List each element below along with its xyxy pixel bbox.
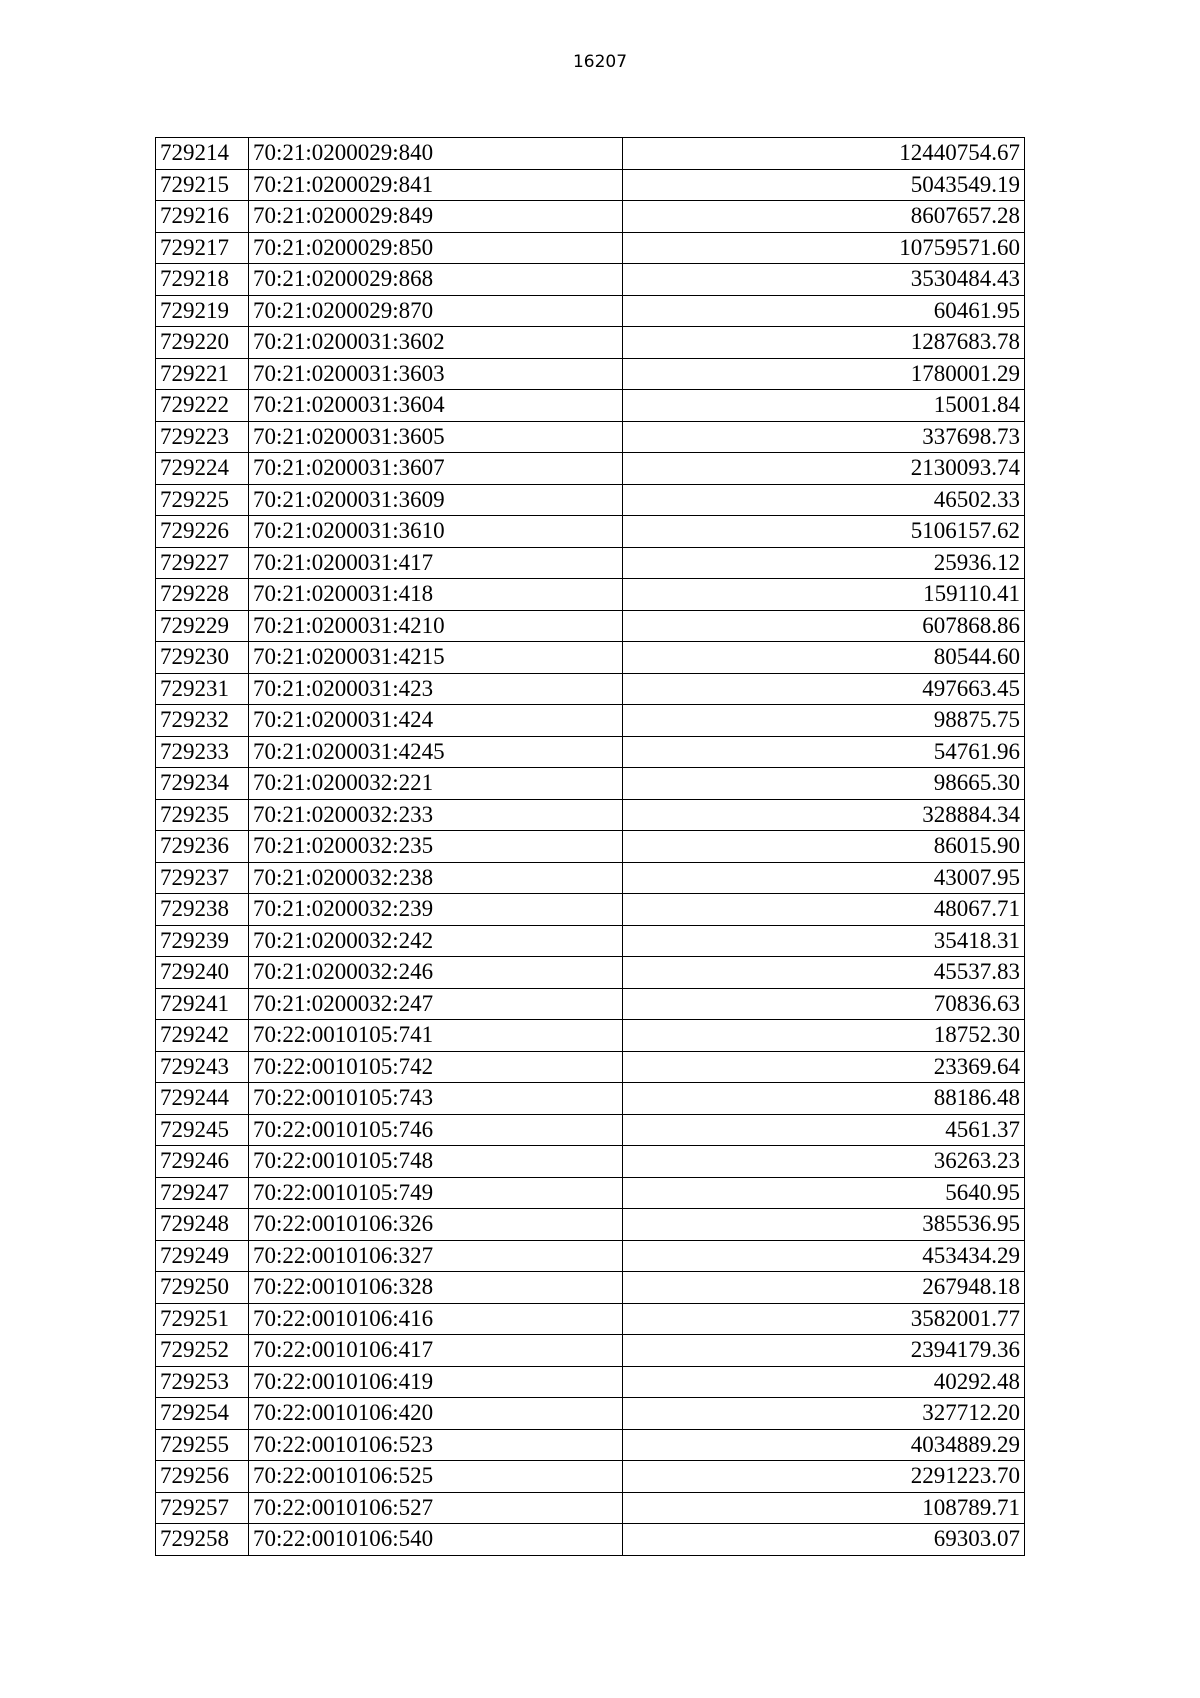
row-number-cell: 729241	[156, 988, 249, 1020]
value-cell: 328884.34	[623, 799, 1025, 831]
value-cell: 35418.31	[623, 925, 1025, 957]
table-row	[156, 201, 1025, 233]
value-cell: 45537.83	[623, 957, 1025, 989]
table-row	[156, 705, 1025, 737]
cadastral-number-cell: 70:21:0200031:4215	[249, 642, 623, 674]
cadastral-number-cell: 70:21:0200029:841	[249, 169, 623, 201]
value-cell: 40292.48	[623, 1366, 1025, 1398]
row-number-cell: 729243	[156, 1051, 249, 1083]
table-row	[156, 453, 1025, 485]
value-cell: 108789.71	[623, 1492, 1025, 1524]
value-cell: 2291223.70	[623, 1461, 1025, 1493]
value-cell: 69303.07	[623, 1524, 1025, 1556]
row-number-cell: 729231	[156, 673, 249, 705]
value-cell: 267948.18	[623, 1272, 1025, 1304]
value-cell: 88186.48	[623, 1083, 1025, 1115]
table-row	[156, 1429, 1025, 1461]
cadastral-number-cell: 70:21:0200031:4245	[249, 736, 623, 768]
value-cell: 2394179.36	[623, 1335, 1025, 1367]
row-number-cell: 729235	[156, 799, 249, 831]
cadastral-number-cell: 70:22:0010105:741	[249, 1020, 623, 1052]
value-cell: 2130093.74	[623, 453, 1025, 485]
row-number-cell: 729257	[156, 1492, 249, 1524]
cadastral-number-cell: 70:22:0010106:420	[249, 1398, 623, 1430]
cadastral-number-cell: 70:22:0010106:327	[249, 1240, 623, 1272]
cadastral-value-table	[155, 137, 1025, 1556]
table-row	[156, 1335, 1025, 1367]
cadastral-number-cell: 70:21:0200031:3604	[249, 390, 623, 422]
row-number-cell: 729224	[156, 453, 249, 485]
row-number-cell: 729214	[156, 138, 249, 170]
cadastral-number-cell: 70:22:0010105:746	[249, 1114, 623, 1146]
row-number-cell: 729222	[156, 390, 249, 422]
row-number-cell: 729242	[156, 1020, 249, 1052]
value-cell: 86015.90	[623, 831, 1025, 863]
value-cell: 385536.95	[623, 1209, 1025, 1241]
value-cell: 5640.95	[623, 1177, 1025, 1209]
cadastral-number-cell: 70:21:0200032:233	[249, 799, 623, 831]
value-cell: 4034889.29	[623, 1429, 1025, 1461]
table-row	[156, 1272, 1025, 1304]
table-row	[156, 138, 1025, 170]
cadastral-number-cell: 70:21:0200031:4210	[249, 610, 623, 642]
cadastral-number-cell: 70:22:0010105:742	[249, 1051, 623, 1083]
row-number-cell: 729244	[156, 1083, 249, 1115]
value-cell: 98875.75	[623, 705, 1025, 737]
cadastral-number-cell: 70:21:0200029:868	[249, 264, 623, 296]
table-row	[156, 925, 1025, 957]
table-row	[156, 327, 1025, 359]
value-cell: 80544.60	[623, 642, 1025, 674]
row-number-cell: 729232	[156, 705, 249, 737]
row-number-cell: 729246	[156, 1146, 249, 1178]
table-row	[156, 1051, 1025, 1083]
cadastral-number-cell: 70:21:0200032:242	[249, 925, 623, 957]
table-row	[156, 1303, 1025, 1335]
table-row	[156, 768, 1025, 800]
cadastral-number-cell: 70:21:0200032:246	[249, 957, 623, 989]
table-row	[156, 1114, 1025, 1146]
cadastral-number-cell: 70:22:0010106:419	[249, 1366, 623, 1398]
cadastral-number-cell: 70:21:0200032:247	[249, 988, 623, 1020]
row-number-cell: 729233	[156, 736, 249, 768]
table-row	[156, 610, 1025, 642]
cadastral-number-cell: 70:21:0200032:235	[249, 831, 623, 863]
row-number-cell: 729254	[156, 1398, 249, 1430]
table-row	[156, 547, 1025, 579]
row-number-cell: 729245	[156, 1114, 249, 1146]
row-number-cell: 729238	[156, 894, 249, 926]
value-cell: 98665.30	[623, 768, 1025, 800]
value-cell: 48067.71	[623, 894, 1025, 926]
row-number-cell: 729218	[156, 264, 249, 296]
table-row	[156, 862, 1025, 894]
cadastral-number-cell: 70:22:0010105:748	[249, 1146, 623, 1178]
row-number-cell: 729240	[156, 957, 249, 989]
row-number-cell: 729219	[156, 295, 249, 327]
value-cell: 54761.96	[623, 736, 1025, 768]
cadastral-number-cell: 70:21:0200032:221	[249, 768, 623, 800]
table-row	[156, 358, 1025, 390]
value-cell: 60461.95	[623, 295, 1025, 327]
table-row	[156, 894, 1025, 926]
value-cell: 5106157.62	[623, 516, 1025, 548]
row-number-cell: 729215	[156, 169, 249, 201]
row-number-cell: 729229	[156, 610, 249, 642]
table-row	[156, 957, 1025, 989]
table-row	[156, 1461, 1025, 1493]
value-cell: 497663.45	[623, 673, 1025, 705]
table-row	[156, 1366, 1025, 1398]
value-cell: 1780001.29	[623, 358, 1025, 390]
row-number-cell: 729249	[156, 1240, 249, 1272]
row-number-cell: 729226	[156, 516, 249, 548]
row-number-cell: 729228	[156, 579, 249, 611]
value-cell: 18752.30	[623, 1020, 1025, 1052]
cadastral-number-cell: 70:21:0200031:3609	[249, 484, 623, 516]
table-row	[156, 169, 1025, 201]
cadastral-number-cell: 70:21:0200029:870	[249, 295, 623, 327]
cadastral-number-cell: 70:21:0200031:424	[249, 705, 623, 737]
cadastral-number-cell: 70:22:0010105:749	[249, 1177, 623, 1209]
value-cell: 337698.73	[623, 421, 1025, 453]
row-number-cell: 729256	[156, 1461, 249, 1493]
table-row	[156, 421, 1025, 453]
row-number-cell: 729230	[156, 642, 249, 674]
row-number-cell: 729225	[156, 484, 249, 516]
table-row	[156, 673, 1025, 705]
table-row	[156, 295, 1025, 327]
cadastral-number-cell: 70:22:0010106:328	[249, 1272, 623, 1304]
table-row	[156, 736, 1025, 768]
table-row	[156, 232, 1025, 264]
value-cell: 10759571.60	[623, 232, 1025, 264]
cadastral-number-cell: 70:21:0200031:3605	[249, 421, 623, 453]
cadastral-number-cell: 70:22:0010106:525	[249, 1461, 623, 1493]
table-row	[156, 264, 1025, 296]
cadastral-number-cell: 70:21:0200029:840	[249, 138, 623, 170]
row-number-cell: 729253	[156, 1366, 249, 1398]
cadastral-number-cell: 70:22:0010106:523	[249, 1429, 623, 1461]
cadastral-number-cell: 70:21:0200032:238	[249, 862, 623, 894]
row-number-cell: 729227	[156, 547, 249, 579]
cadastral-number-cell: 70:21:0200031:418	[249, 579, 623, 611]
table-row	[156, 1146, 1025, 1178]
cadastral-number-cell: 70:22:0010106:417	[249, 1335, 623, 1367]
value-cell: 453434.29	[623, 1240, 1025, 1272]
value-cell: 3582001.77	[623, 1303, 1025, 1335]
value-cell: 159110.41	[623, 579, 1025, 611]
cadastral-number-cell: 70:21:0200031:417	[249, 547, 623, 579]
value-cell: 43007.95	[623, 862, 1025, 894]
cadastral-number-cell: 70:21:0200031:3607	[249, 453, 623, 485]
table-row	[156, 579, 1025, 611]
value-cell: 36263.23	[623, 1146, 1025, 1178]
cadastral-number-cell: 70:21:0200031:3610	[249, 516, 623, 548]
table-row	[156, 1209, 1025, 1241]
table-row	[156, 799, 1025, 831]
row-number-cell: 729217	[156, 232, 249, 264]
row-number-cell: 729236	[156, 831, 249, 863]
cadastral-number-cell: 70:22:0010106:540	[249, 1524, 623, 1556]
row-number-cell: 729234	[156, 768, 249, 800]
row-number-cell: 729239	[156, 925, 249, 957]
table-row	[156, 1492, 1025, 1524]
value-cell: 1287683.78	[623, 327, 1025, 359]
table-row	[156, 1177, 1025, 1209]
row-number-cell: 729216	[156, 201, 249, 233]
row-number-cell: 729220	[156, 327, 249, 359]
row-number-cell: 729255	[156, 1429, 249, 1461]
row-number-cell: 729221	[156, 358, 249, 390]
row-number-cell: 729258	[156, 1524, 249, 1556]
cadastral-number-cell: 70:22:0010106:416	[249, 1303, 623, 1335]
table-row	[156, 988, 1025, 1020]
table-row	[156, 1083, 1025, 1115]
cadastral-number-cell: 70:21:0200031:3603	[249, 358, 623, 390]
value-cell: 5043549.19	[623, 169, 1025, 201]
value-cell: 23369.64	[623, 1051, 1025, 1083]
value-cell: 3530484.43	[623, 264, 1025, 296]
cadastral-number-cell: 70:22:0010106:527	[249, 1492, 623, 1524]
row-number-cell: 729223	[156, 421, 249, 453]
cadastral-number-cell: 70:21:0200029:849	[249, 201, 623, 233]
value-cell: 12440754.67	[623, 138, 1025, 170]
cadastral-number-cell: 70:22:0010106:326	[249, 1209, 623, 1241]
cadastral-number-cell: 70:21:0200032:239	[249, 894, 623, 926]
cadastral-number-cell: 70:22:0010105:743	[249, 1083, 623, 1115]
value-cell: 607868.86	[623, 610, 1025, 642]
row-number-cell: 729251	[156, 1303, 249, 1335]
value-cell: 15001.84	[623, 390, 1025, 422]
row-number-cell: 729247	[156, 1177, 249, 1209]
page-number: 16207	[572, 52, 628, 72]
value-cell: 4561.37	[623, 1114, 1025, 1146]
table-row	[156, 831, 1025, 863]
row-number-cell: 729248	[156, 1209, 249, 1241]
value-cell: 25936.12	[623, 547, 1025, 579]
table-body	[156, 138, 1025, 1556]
table-row	[156, 1398, 1025, 1430]
value-cell: 8607657.28	[623, 201, 1025, 233]
value-cell: 70836.63	[623, 988, 1025, 1020]
row-number-cell: 729250	[156, 1272, 249, 1304]
table-row	[156, 484, 1025, 516]
table-row	[156, 516, 1025, 548]
cadastral-number-cell: 70:21:0200031:423	[249, 673, 623, 705]
table-row	[156, 642, 1025, 674]
cadastral-number-cell: 70:21:0200031:3602	[249, 327, 623, 359]
row-number-cell: 729237	[156, 862, 249, 894]
row-number-cell: 729252	[156, 1335, 249, 1367]
value-cell: 327712.20	[623, 1398, 1025, 1430]
table-row	[156, 1524, 1025, 1556]
cadastral-number-cell: 70:21:0200029:850	[249, 232, 623, 264]
table-row	[156, 390, 1025, 422]
table-row	[156, 1020, 1025, 1052]
value-cell: 46502.33	[623, 484, 1025, 516]
table-row	[156, 1240, 1025, 1272]
